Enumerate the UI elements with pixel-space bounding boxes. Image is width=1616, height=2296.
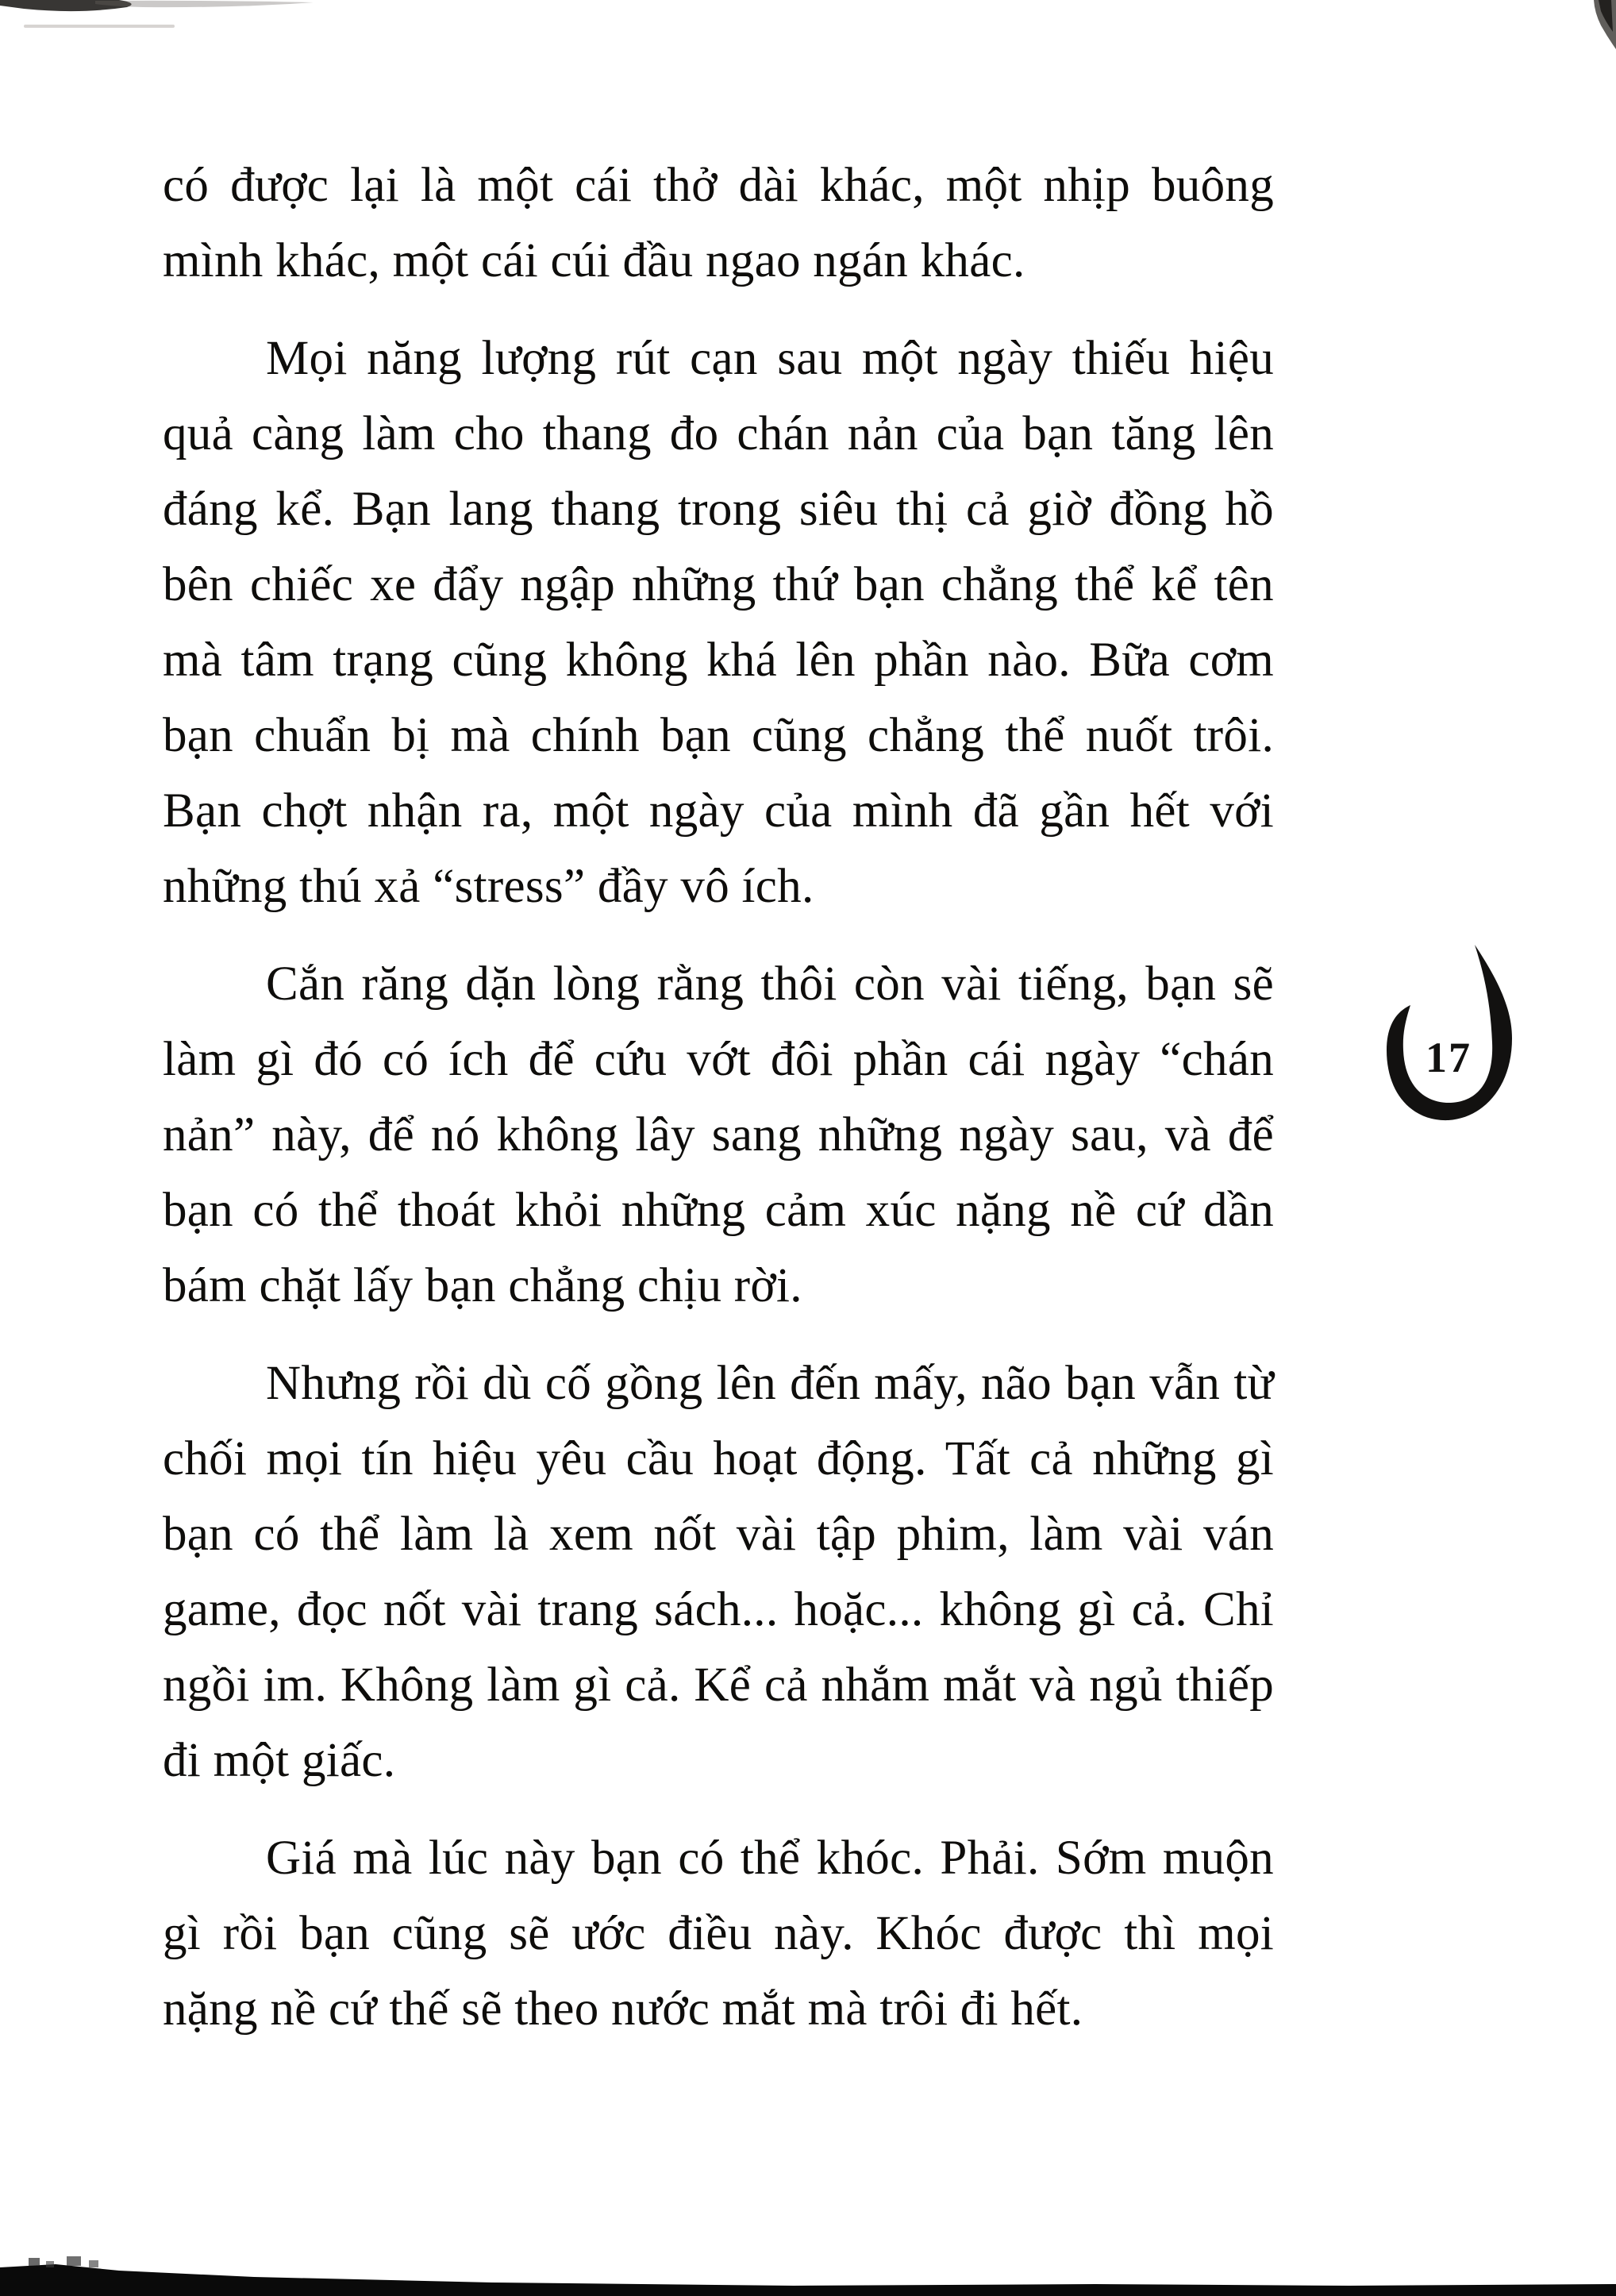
paragraph: Giá mà lúc này bạn có thể khóc. Phải. Sớm muộn gì rồi bạn cũng sẽ ước điều này. Khóc được thì mọi nặng nề cứ thế sẽ theo nước mắt mà trôi đi hết. bbox=[163, 1832, 1274, 2036]
scan-smudge-top-left-icon bbox=[0, 0, 333, 40]
scan-edge-bottom bbox=[0, 2248, 1616, 2296]
page-number: 17 bbox=[1426, 1034, 1472, 1081]
paragraph: Nhưng rồi dù cố gồng lên đến mấy, não bạn vẫn từ chối mọi tín hiệu yêu cầu hoạt động. Tất cả những gì bạn có thể làm là xem nốt vài tập phim, làm vài ván game, đọc nốt vài trang sách... hoặc... không gì cả. Chỉ ngồi im. Không làm gì cả. Kể cả nhắm mắt và ngủ thiếp đi một giấc. bbox=[163, 1357, 1274, 1787]
paragraph: Cắn răng dặn lòng rằng thôi còn vài tiếng, bạn sẽ làm gì đó có ích để cứu vớt đôi phần cái ngày “chán nản” này, để nó không lây sang những ngày sau, và để bạn có thể thoát khỏi những cảm xúc nặng nề cứ dần bám chặt lấy bạn chẳng chịu rời. bbox=[163, 957, 1274, 1312]
paragraph: có được lại là một cái thở dài khác, một nhịp buông mình khác, một cái cúi đầu ngao ngán khác. bbox=[163, 159, 1274, 287]
page-number-ornament bbox=[1381, 939, 1516, 1130]
paragraph: Mọi năng lượng rút cạn sau một ngày thiếu hiệu quả càng làm cho thang đo chán nản của bạn tăng lên đáng kể. Bạn lang thang trong siêu thị cả giờ đồng hồ bên chiếc xe đẩy ngập những thứ bạn chẳng thể kể tên mà tâm trạng cũng không khá lên phần nào. Bữa cơm bạn chuẩn bị mà chính bạn cũng chẳng thể nuốt trôi. Bạn chợt nhận ra, một ngày của mình đã gần hết với những thú xả “stress” đầy vô ích. bbox=[163, 332, 1274, 913]
scan-smudge-top-right-icon bbox=[1579, 0, 1616, 64]
body-text bbox=[163, 148, 1274, 2047]
